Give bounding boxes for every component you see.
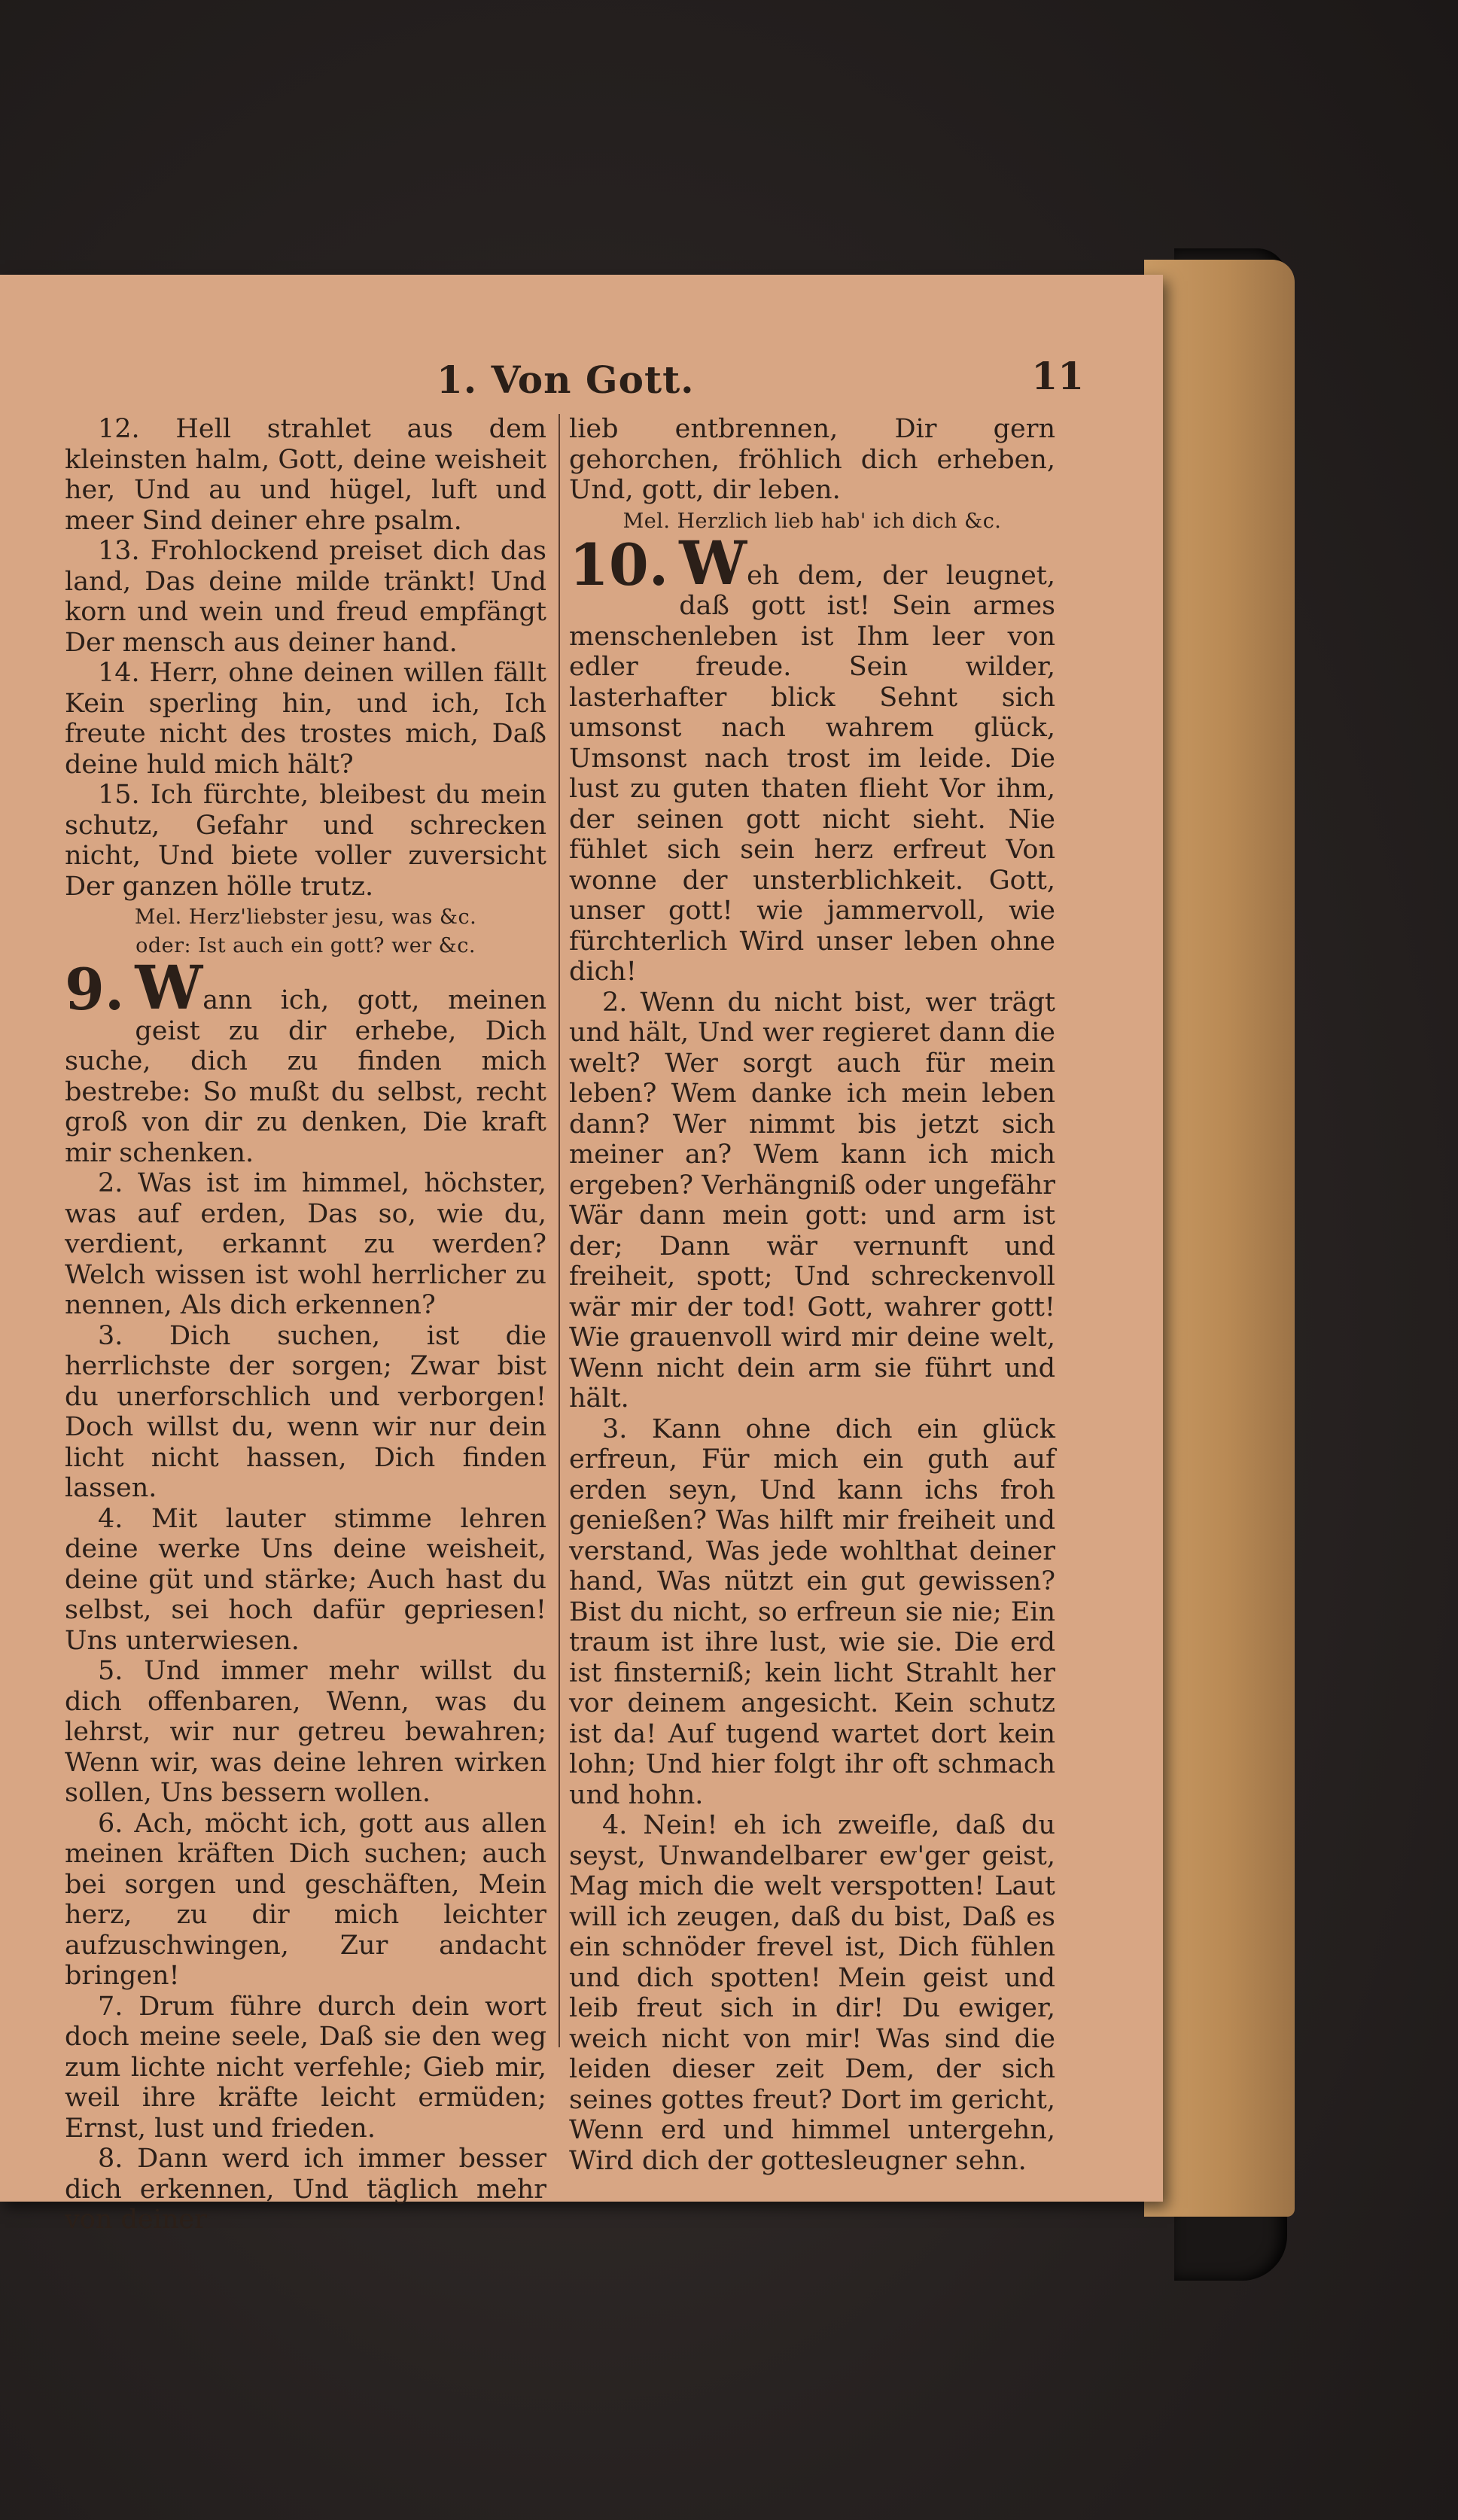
- right-column: [569, 414, 1055, 2176]
- hymn-first-text: eh dem, der leugnet, daß gott ist! Sein armes menschenleben ist Ihm leer von edler freude. Sein wilder, lasterhafter blick Sehnt sich umsonst nach wahrem glück, Umsonst nach trost im leide. Die lust zu guten thaten flieht Vor ihm, der seinen gott nicht sieht. Nie fühlet sich sein herz erfreut Von wonne der unsterblichkeit. Gott, unser gott! wie jammervoll, wie fürchterlich Wird unser leben ohne dich!: [569, 560, 1055, 987]
- stanza: 13. Frohlockend preiset dich das land, Das deine milde tränkt! Und korn und wein und freud empfängt Der mensch aus deiner hand.: [65, 536, 546, 658]
- page-number: 11: [1031, 354, 1084, 398]
- melody-note-alt: oder: Ist auch ein gott? wer &c.: [135, 934, 476, 957]
- stanza: 4. Mit lauter stimme lehren deine werke Uns deine weisheit, deine güt und stärke; Auch hast du selbst, sei hoch dafür gepriesen! Uns unterwiesen.: [65, 1503, 546, 1656]
- melody-note: Mel. Herzlich lieb hab' ich dich &c.: [622, 509, 1002, 533]
- page-header: [0, 350, 1084, 410]
- stanza: 7. Drum führe durch dein wort doch meine seele, Daß sie den weg zum lichte nicht verfehle; Gieb mir, weil ihre kräfte leicht ermüden; Ernst, lust und frieden.: [65, 1991, 546, 2144]
- stanza: 4. Nein! eh ich zweifle, daß du seyst, Unwandelbarer ew'ger geist, Mag mich die welt verspotten! Laut will ich zeugen, daß du bist, Daß es ein schnöder frevel ist, Dich fühlen und dich spotten! Mein geist und leib freut sich in dir! Du ewiger, weich nicht von mir! Was sind die leiden dieser zeit Dem, der sich seines gottes freut? Dort im gericht, Wenn erd und himmel untergehn, Wird dich der gottesleugner sehn.: [569, 1810, 1055, 2176]
- stanza: 3. Kann ohne dich ein glück erfreun, Für mich ein guth auf erden seyn, Und kann ichs froh genießen? Was hilft mir freiheit und verstand, Was jede wohlthat deiner hand, Was nützt ein gut gewissen? Bist du nicht, so erfreun sie nie; Ein traum ist ihre lust, wie sie. Die erd ist finsterniß; kein licht Strahlt her vor deinem angesicht. Kein schutz ist da! Auf tugend wartet dort kein lohn; Und hier folgt ihr oft schmach und hohn.: [569, 1414, 1055, 1810]
- page-title: 1. Von Gott.: [437, 358, 695, 402]
- hymn-first-stanza: [65, 952, 546, 1168]
- stanza: 2. Was ist im himmel, höchster, was auf erden, Das so, wie du, verdient, erkannt zu werden? Welch wissen ist wohl herrlicher zu nennen, Als dich erkennen?: [65, 1168, 546, 1320]
- stanza: 14. Herr, ohne deinen willen fällt Kein sperling hin, und ich, Ich freute nicht des trostes mich, Daß deine huld mich hält?: [65, 658, 546, 780]
- hymn-10: [569, 527, 1055, 988]
- column-divider: [559, 414, 560, 2047]
- stanza: 12. Hell strahlet aus dem kleinsten halm, Gott, deine weisheit her, Und au und hügel, luft und meer Sind deiner ehre psalm.: [65, 414, 546, 536]
- drop-initial: W: [679, 527, 747, 598]
- stanza: 6. Ach, möcht ich, gott aus allen meinen kräften Dich suchen; auch bei sorgen und geschäften, Mein herz, zu dir mich leichter aufzuschwingen, Zur andacht bringen!: [65, 1808, 546, 1991]
- book-page-edges: [1144, 260, 1295, 2217]
- hymn-first-stanza: [569, 527, 1055, 988]
- hymn-9: [65, 952, 546, 1168]
- stanza: 15. Ich fürchte, bleibest du mein schutz, Gefahr und schrecken nicht, Und biete voller zuversicht Der ganzen hölle trutz.: [65, 780, 546, 902]
- hymn-number: 10.: [569, 531, 669, 598]
- hymn-first-text: ann ich, gott, meinen geist zu dir erhebe, Dich suche, dich zu finden mich bestrebe: So mußt du selbst, recht groß von dir zu denken, Die kraft mir schenken.: [65, 985, 546, 1168]
- stanza-continuation: lieb entbrennen, Dir gern gehorchen, fröhlich dich erheben, Und, gott, dir leben.: [569, 414, 1055, 505]
- hymn-number: 9.: [65, 956, 125, 1023]
- stanza: 2. Wenn du nicht bist, wer trägt und hält, Und wer regieret dann die welt? Wer sorgt auch für mein leben? Wem danke ich mein leben dann? Wer nimmt bis jetzt sich meiner an? Wem kann ich mich ergeben? Verhängniß oder ungefähr Wär dann mein gott: und arm ist der; Dann wär vernunft und freiheit, spott; Und schreckenvoll wär mir der tod! Gott, wahrer gott! Wie grauenvoll wird mir deine welt, Wenn nicht dein arm sie führt und hält.: [569, 987, 1055, 1414]
- drop-initial: W: [135, 952, 203, 1023]
- melody-note: Mel. Herz'liebster jesu, was &c.: [134, 905, 477, 929]
- stanza: 5. Und immer mehr willst du dich offenbaren, Wenn, was du lehrst, wir nur getreu bewahren; Wenn wir, was deine lehren wirken sollen, Uns bessern wollen.: [65, 1656, 546, 1808]
- left-column: [65, 414, 546, 2235]
- book-page: [0, 275, 1163, 2235]
- stanza: 3. Dich suchen, ist die herrlichste der sorgen; Zwar bist du unerforschlich und verborgen! Doch willst du, wenn wir nur dein licht nicht hassen, Dich finden lassen.: [65, 1320, 546, 1503]
- stanza: 8. Dann werd ich immer besser dich erkennen, Und täglich mehr von deiner: [65, 2144, 546, 2235]
